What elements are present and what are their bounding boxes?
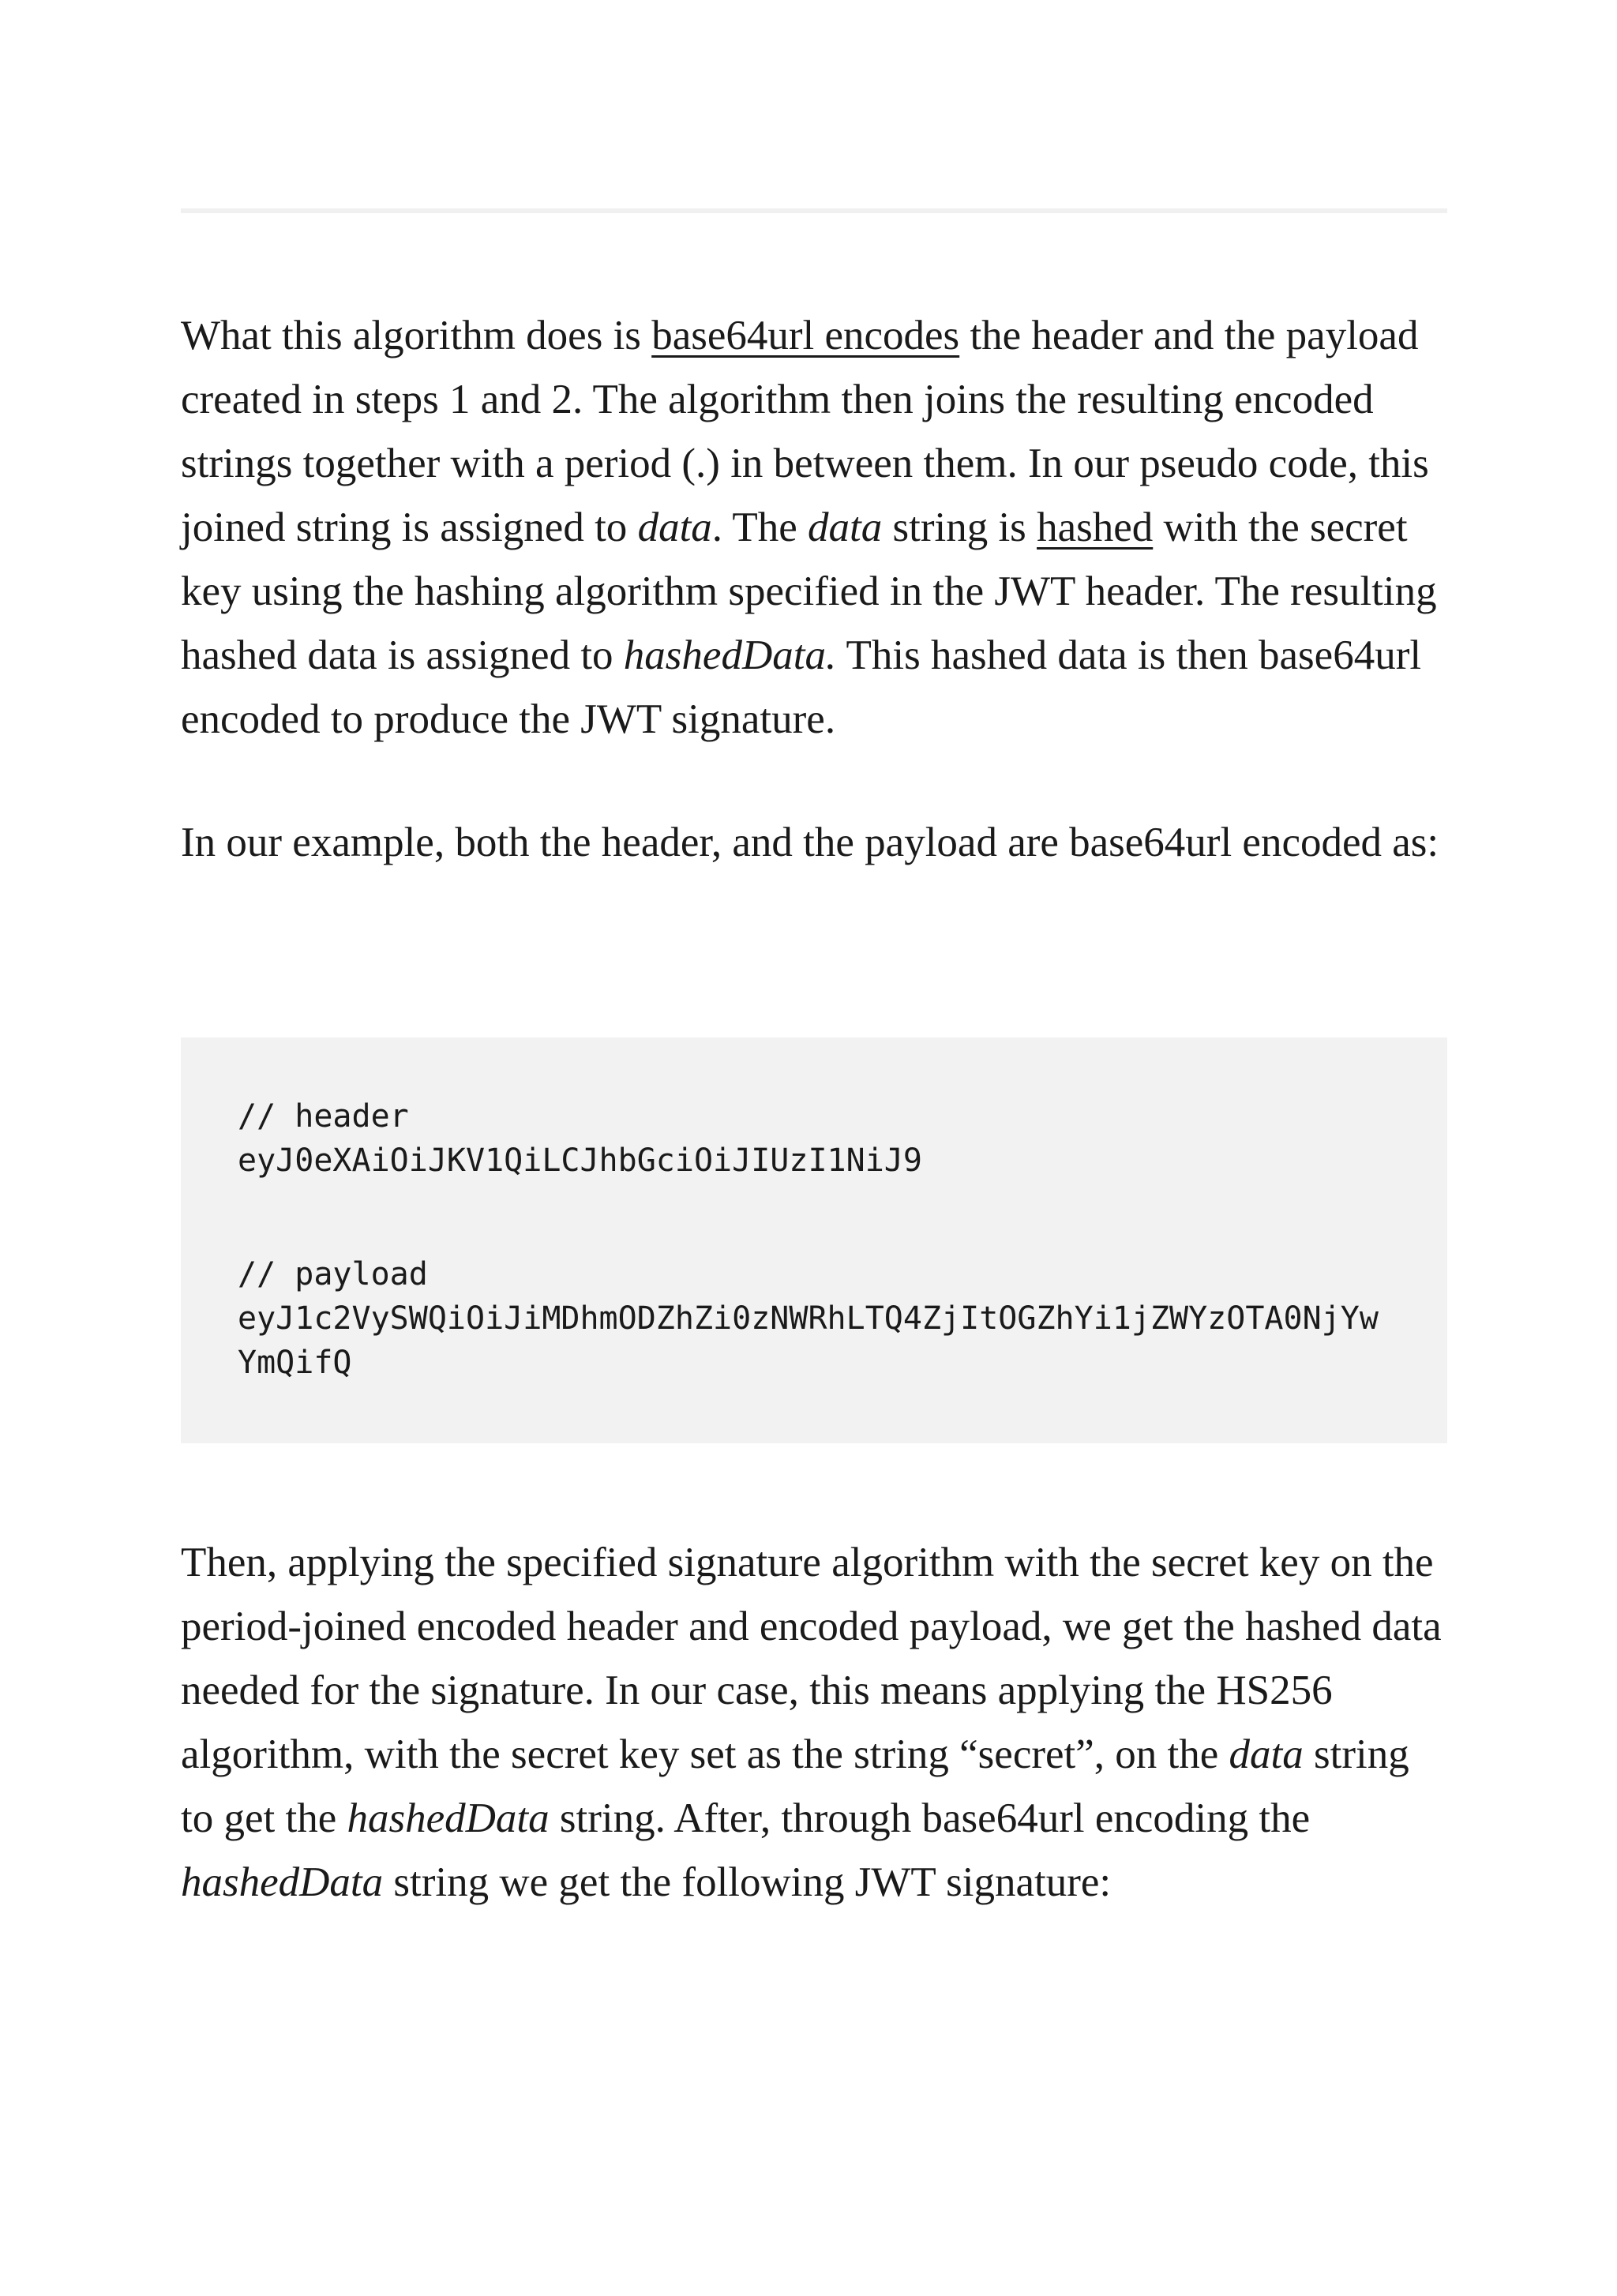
base64url-encodes-link[interactable]: base64url encodes: [651, 313, 960, 358]
code-comment-header: // header: [238, 1098, 409, 1135]
code-payload-value-line2: YmQifQ: [238, 1345, 352, 1381]
hashed-link[interactable]: hashed: [1037, 505, 1154, 550]
text-run: This hashed data is then base64url encoded to produce the JWT signature.: [181, 632, 1422, 742]
emphasis-data: data: [637, 505, 712, 550]
section-divider: [181, 208, 1447, 213]
code-comment-payload: // payload: [238, 1256, 428, 1292]
text-run: Then, applying the specified signature algorithm with the secret key on the period-joined encoded header and encoded payload, we get the hashed data needed for the signature. In our case, this means applying the HS256 algorithm, with the secret key set as the string “secret”, on the: [181, 1540, 1442, 1777]
emphasis-hashed-data: hashedData: [181, 1859, 384, 1905]
paragraph-example-intro: In our example, both the header, and the payload are base64url encoded as:: [181, 820, 1439, 865]
emphasis-data: data: [808, 505, 883, 550]
emphasis-data: data: [1229, 1731, 1304, 1777]
code-payload-value-line1: eyJ1c2VySWQiOiJiMDhmODZhZi0zNWRhLTQ4ZjItOGZhYi1jZWYzOTA0NjYw: [238, 1300, 1379, 1337]
text-run: the header and the payload created in steps 1 and 2. The algorithm then joins the resulting encoded strings together with a period (.) in between them. In our pseudo code, this joined string is assigned to: [181, 313, 1429, 550]
paragraph-algorithm-explanation: [181, 304, 1447, 752]
text-run: string. After, through base64url encoding the: [549, 1795, 1311, 1841]
emphasis-hashed-data: hashedData.: [623, 632, 837, 678]
emphasis-hashed-data: hashedData: [347, 1795, 550, 1841]
text-run: What this algorithm does is: [181, 313, 652, 358]
paragraph-signature-explanation: [181, 1531, 1447, 1915]
text-run: with the secret key using the hashing algorithm specified in the JWT header. The resulting hashed data is assigned to: [181, 505, 1437, 678]
code-header-value: eyJ0eXAiOiJKV1QiLCJhbGciOiJIUzI1NiJ9: [238, 1142, 922, 1179]
text-run: . The: [711, 505, 808, 550]
code-block: [181, 1037, 1447, 1443]
code-spacer: [238, 1183, 1390, 1252]
text-run: string is: [882, 505, 1037, 550]
text-run: string we get the following JWT signature:: [383, 1859, 1112, 1905]
text-run: string to get the: [181, 1731, 1409, 1841]
